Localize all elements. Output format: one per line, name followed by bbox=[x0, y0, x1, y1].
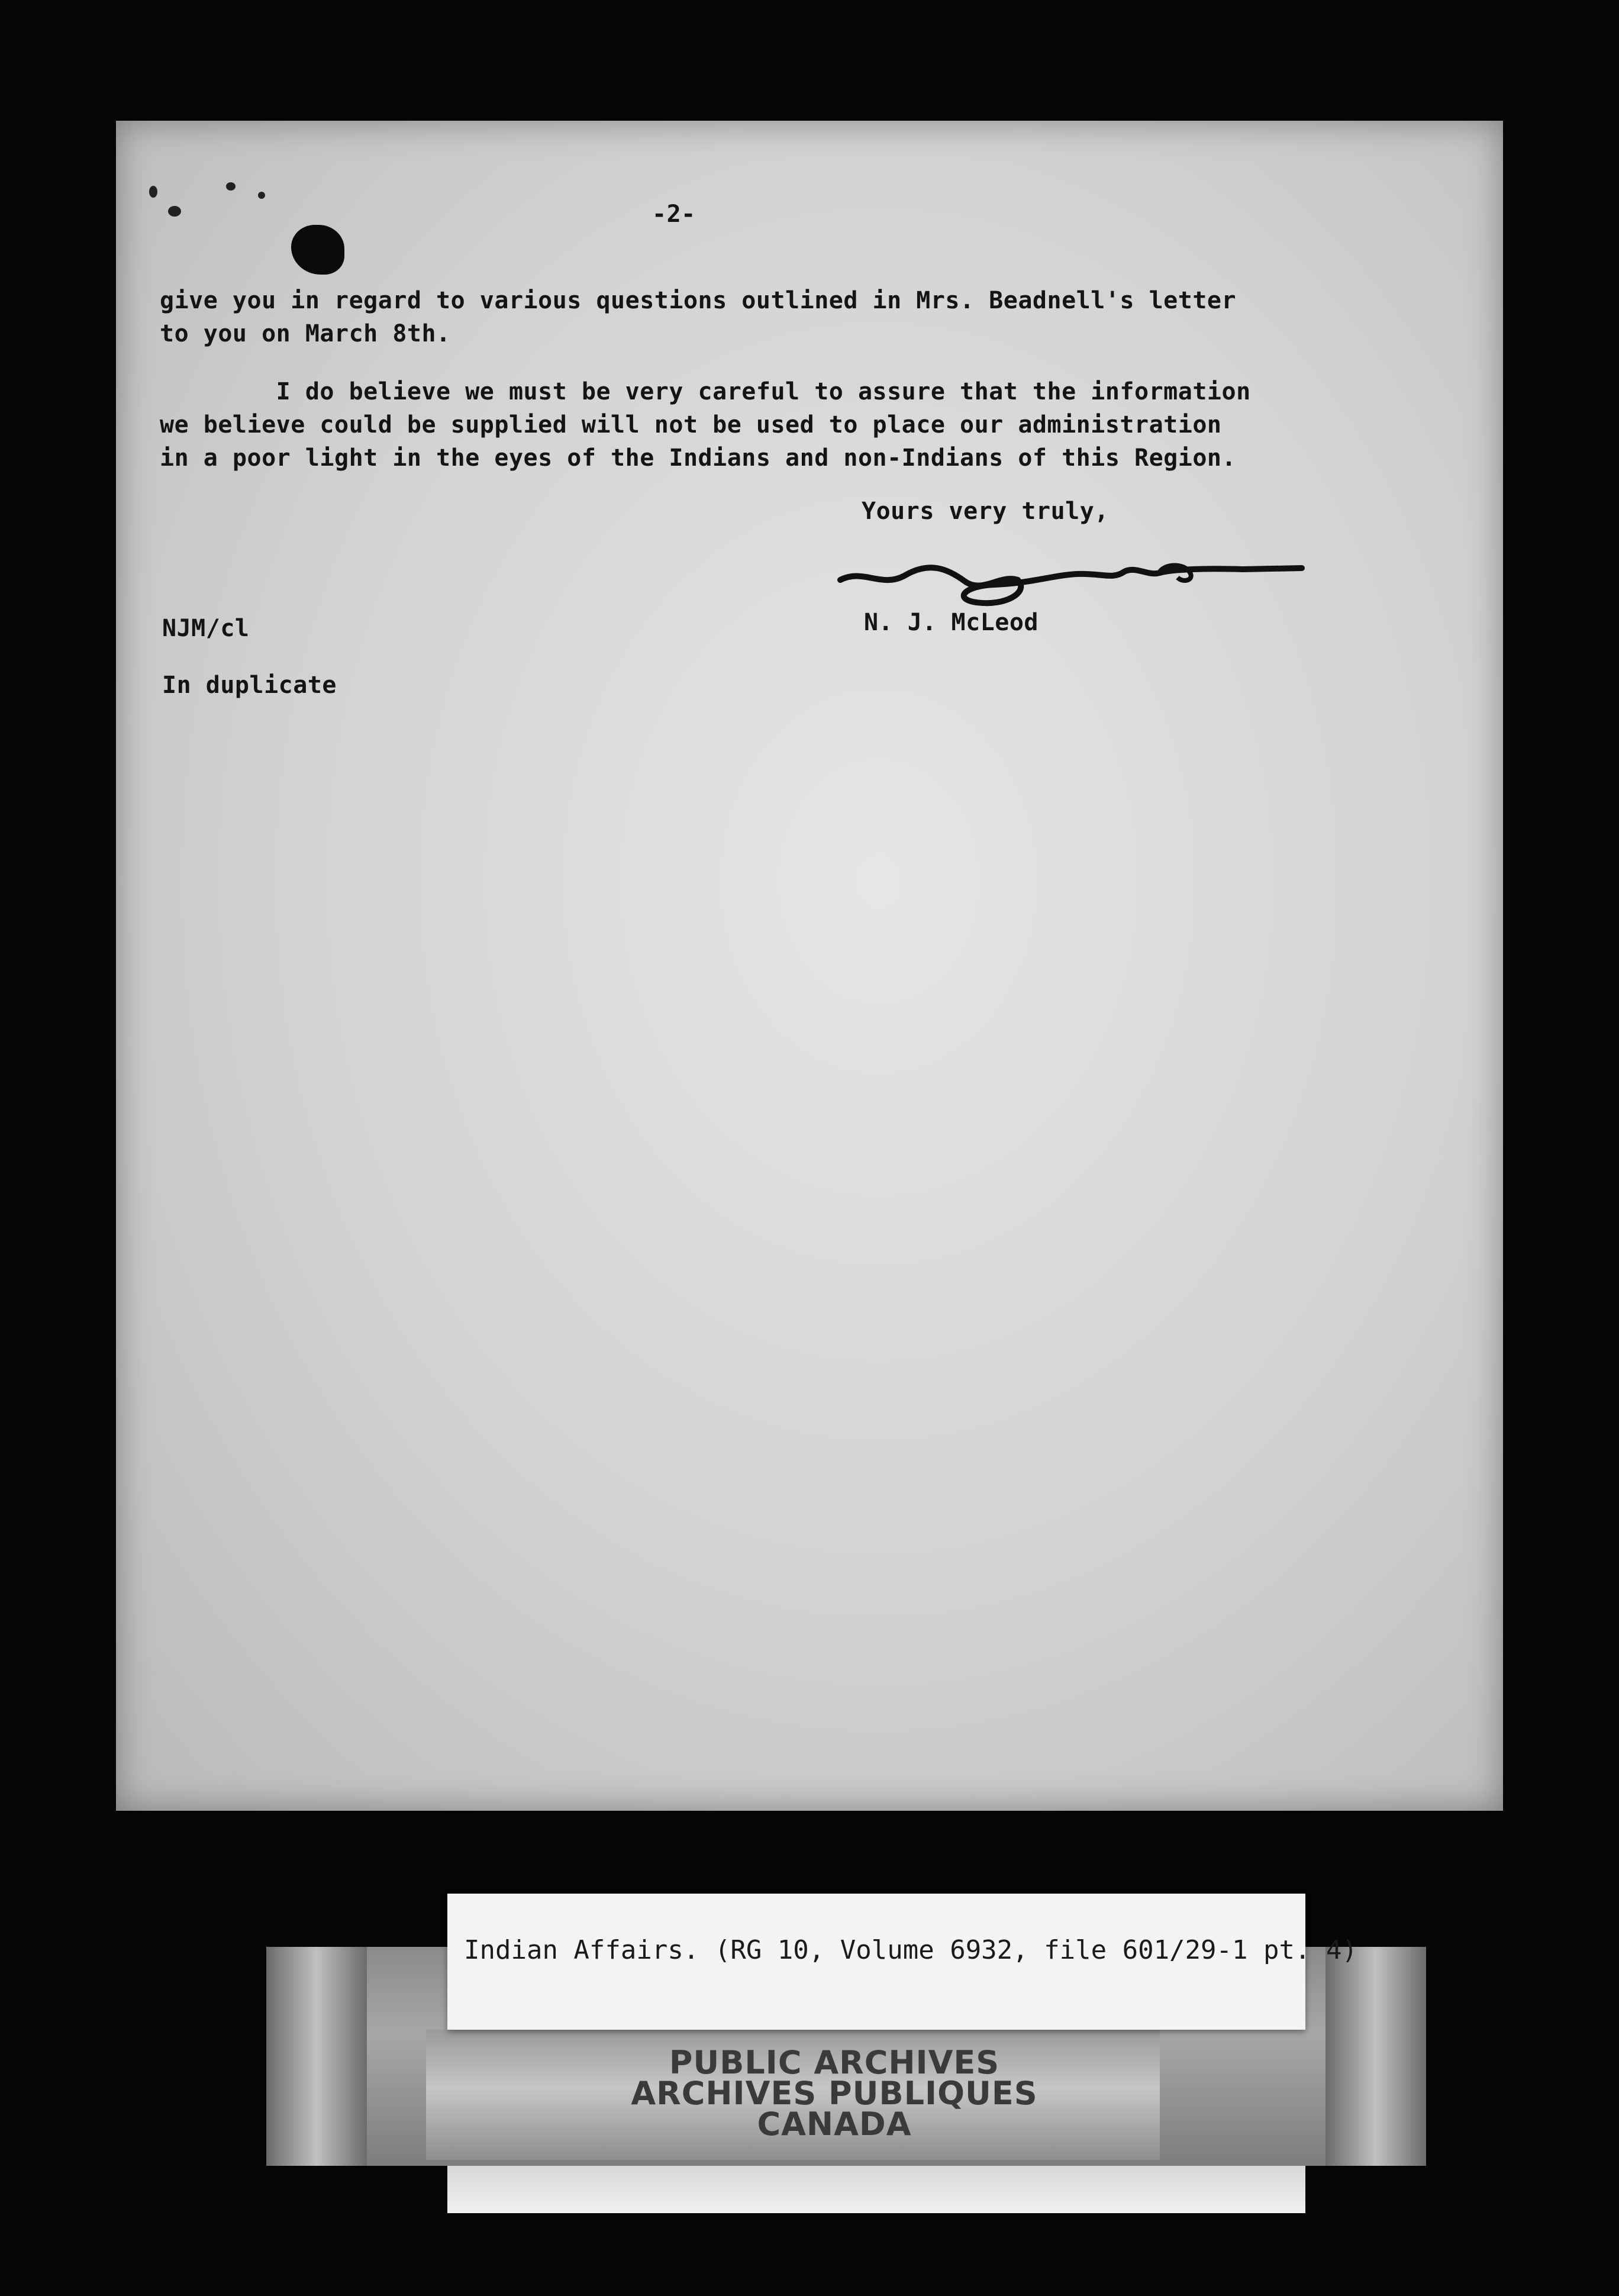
paragraph-2-line: in a poor light in the eyes of the Indians and non-Indians of this Region. bbox=[160, 444, 1237, 472]
reference-initials: NJM/cl bbox=[162, 615, 250, 642]
page-speck bbox=[258, 192, 265, 199]
label-band-fold bbox=[266, 1947, 367, 2166]
page-speck bbox=[226, 182, 236, 191]
paragraph-2 bbox=[160, 375, 1251, 475]
page-speck bbox=[168, 206, 181, 217]
paragraph-1 bbox=[160, 284, 1236, 350]
archive-reference-text: Indian Affairs. (RG 10, Volume 6932, file 601/29-1 pt. 4) bbox=[464, 1935, 1357, 1965]
label-band-fold bbox=[1325, 1947, 1426, 2166]
page-damage-hole bbox=[291, 225, 344, 275]
archives-stamp bbox=[621, 2044, 1047, 2143]
stamp-line: CANADA bbox=[757, 2105, 912, 2143]
closing-salutation: Yours very truly, bbox=[862, 498, 1109, 525]
copies-note: In duplicate bbox=[162, 672, 337, 699]
page-number: -2- bbox=[652, 201, 696, 228]
paragraph-2-line: we believe could be supplied will not be used to place our administration bbox=[160, 411, 1222, 438]
letter-page bbox=[116, 121, 1503, 1811]
stamp-line: ARCHIVES PUBLIQUES bbox=[631, 2075, 1038, 2112]
page-speck bbox=[149, 186, 157, 198]
paragraph-2-line: I do believe we must be very careful to assure that the information bbox=[160, 378, 1251, 405]
stamp-line: PUBLIC ARCHIVES bbox=[669, 2044, 1000, 2081]
paragraph-1-line: to you on March 8th. bbox=[160, 320, 451, 347]
paragraph-1-line: give you in regard to various questions outlined in Mrs. Beadnell's letter bbox=[160, 287, 1237, 314]
label-bottom-strip bbox=[447, 2166, 1305, 2213]
handwritten-signature bbox=[828, 533, 1314, 615]
signer-name: N. J. McLeod bbox=[864, 609, 1039, 636]
archive-reference-card bbox=[447, 1894, 1357, 2030]
